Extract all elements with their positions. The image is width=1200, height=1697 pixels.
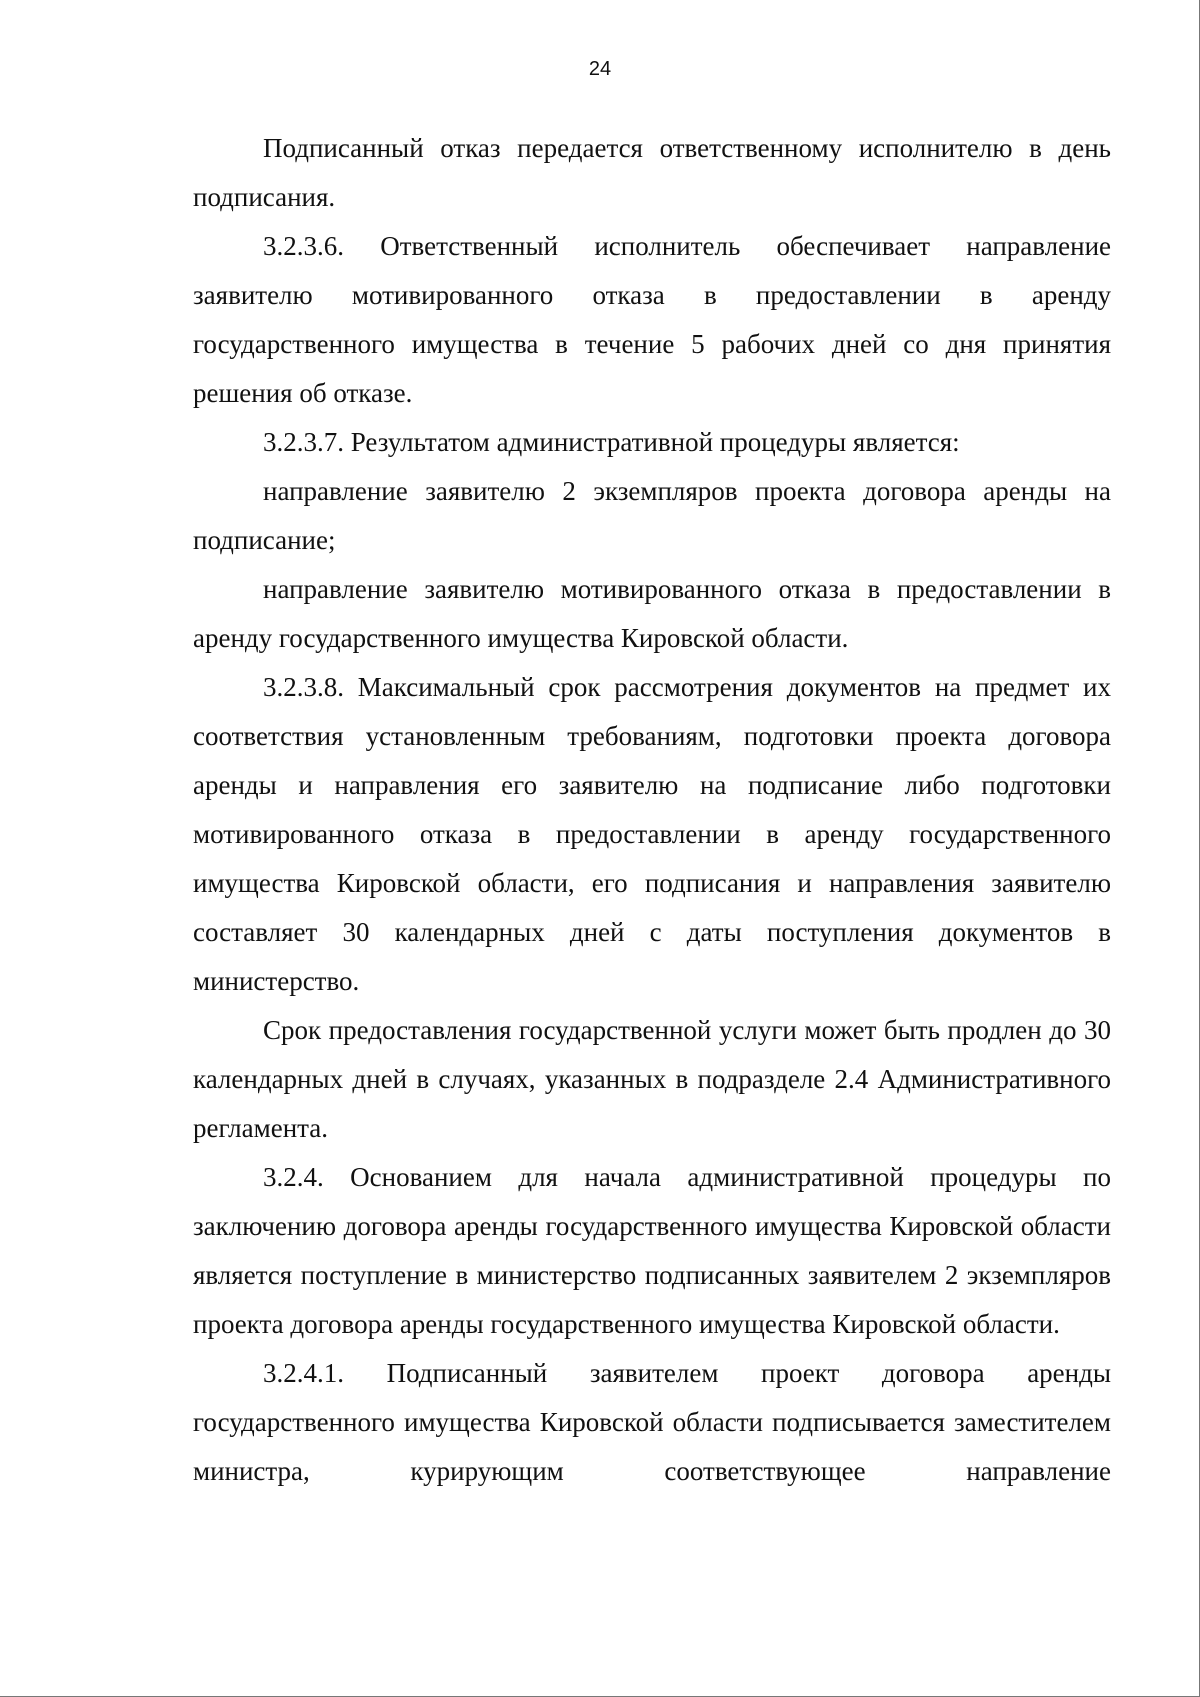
paragraph-result-item-1: направление заявителю 2 экземпляров проекта договора аренды на подписание; [193, 476, 1111, 555]
paragraph-result-item-2: направление заявителю мотивированного отказа в предоставлении в аренду государственного имущества Кировской области. [193, 574, 1111, 653]
document-body [193, 124, 1111, 1496]
paragraph-3-2-3-6: 3.2.3.6. Ответственный исполнитель обеспечивает направление заявителю мотивированного отказа в предоставлении в аренду государственного имущества в течение 5 рабочих дней со дня принятия решения об отказе. [193, 231, 1111, 408]
paragraph-3-2-4-1: 3.2.4.1. Подписанный заявителем проект договора аренды государственного имущества Кировской области подписывается заместителем министра, курирующим соответствующее направление [193, 1358, 1111, 1486]
page-number: 24 [588, 58, 612, 80]
paragraph-3-2-3-7: 3.2.3.7. Результатом административной процедуры является: [263, 427, 960, 457]
paragraph-3-2-3-8: 3.2.3.8. Максимальный срок рассмотрения документов на предмет их соответствия установленным требованиям, подготовки проекта договора аренды и направления его заявителю на подписание либо подготовки мотивированного отказа в предоставлении в аренду государственного имущества Кировской области, его подписания и направления заявителю составляет 30 календарных дней с даты поступления документов в министерство. [193, 672, 1111, 996]
paragraph-signed-refusal: Подписанный отказ передается ответственному исполнителю в день подписания. [193, 133, 1111, 212]
paragraph-3-2-4: 3.2.4. Основанием для начала административной процедуры по заключению договора аренды государственного имущества Кировской области является поступление в министерство подписанных заявителем 2 экземпляров проекта договора аренды государственного имущества Кировской области. [193, 1162, 1111, 1339]
paragraph-service-term: Срок предоставления государственной услуги может быть продлен до 30 календарных дней в случаях, указанных в подразделе 2.4 Административного регламента. [193, 1015, 1111, 1143]
